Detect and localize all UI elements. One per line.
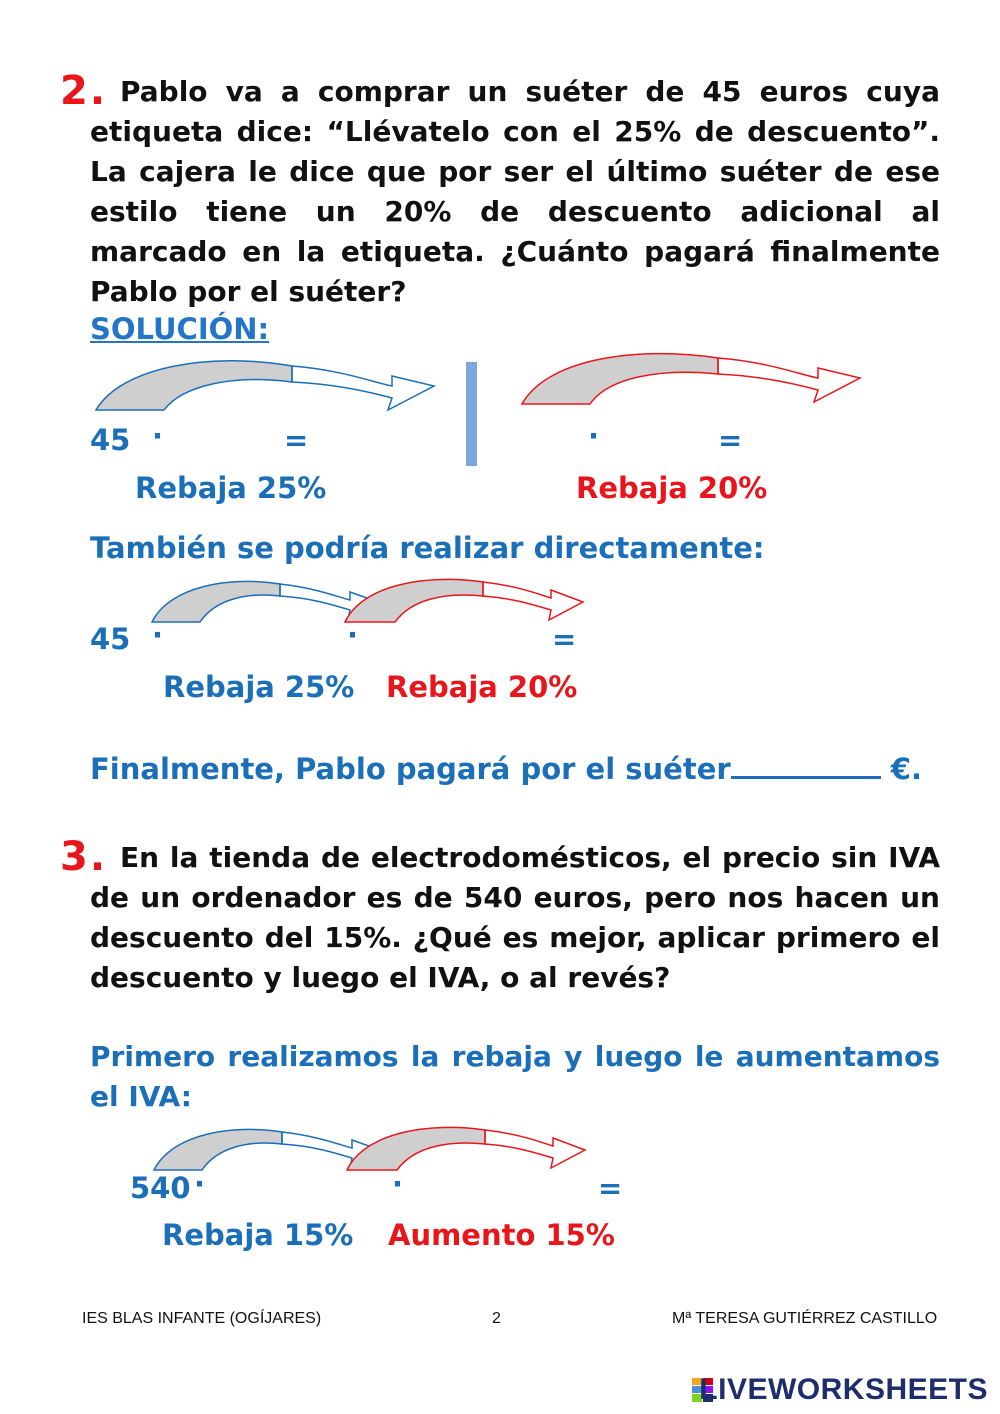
problem-3-text: En la tienda de electrodomésticos, el precio sin IVA de un ordenador es de 540 euros, pero nos hacen un descuento del 15%. ¿Qué es mejor, aplicar primero el descuento y luego el IVA, o al revés?	[90, 841, 940, 994]
step2-label: Rebaja 20%	[576, 471, 768, 505]
calc-equals: =	[598, 1171, 623, 1205]
problem-3-number: 3.	[60, 834, 108, 880]
direct-dot-1: ·	[152, 618, 164, 652]
final-text: Finalmente, Pablo pagará por el suéter	[90, 752, 731, 786]
direct-label-2: Rebaja 20%	[386, 670, 578, 704]
direct-dot-2: ·	[347, 618, 359, 652]
footer-school: IES BLAS INFANTE (OGÍJARES)	[82, 1310, 322, 1327]
problem-2-number: 2.	[60, 68, 108, 114]
direct-label-1: Rebaja 25%	[163, 670, 355, 704]
solution-divider	[466, 362, 477, 466]
calc-start: 540	[130, 1171, 191, 1205]
step1-equals: =	[284, 423, 309, 457]
step1-dot: ·	[152, 419, 164, 453]
final-answer-line	[90, 748, 922, 789]
answer-blank[interactable]	[731, 748, 881, 779]
curved-arrow-icon	[92, 352, 442, 416]
direct-start: 45	[90, 622, 131, 656]
brand-wordmark: LIVEWORKSHEETS	[699, 1373, 988, 1406]
final-unit: €.	[890, 752, 922, 786]
problem-3-statement	[90, 838, 940, 998]
problem-2-text: Pablo va a comprar un suéter de 45 euros cuya etiqueta dice: “Llévatelo con el 25% de descuento”. La cajera le dice que por ser el último suéter de ese estilo tiene un 20% de descuento adicional al marcado en la etiqueta. ¿Cuánto pagará finalmente Pablo por el suéter?	[90, 75, 940, 308]
curved-arrow-icon	[345, 1124, 590, 1174]
step1-label: Rebaja 25%	[135, 471, 327, 505]
footer-author: Mª TERESA GUTIÉRREZ CASTILLO	[672, 1310, 938, 1327]
step2-dot: ·	[588, 419, 600, 453]
solution-label: SOLUCIÓN:	[90, 312, 270, 346]
step2-equals: =	[718, 423, 743, 457]
problem-3-answer-intro: Primero realizamos la rebaja y luego le aumentamos el IVA:	[90, 1040, 940, 1113]
direct-intro: También se podría realizar directamente:	[90, 531, 765, 565]
direct-equals: =	[552, 622, 577, 656]
footer-page-number: 2	[492, 1310, 501, 1327]
step1-start: 45	[90, 423, 131, 457]
calc-label-1: Rebaja 15%	[162, 1218, 354, 1252]
problem-2-statement	[90, 72, 940, 312]
calc-dot-1: ·	[194, 1167, 206, 1201]
calc-dot-2: ·	[392, 1167, 404, 1201]
curved-arrow-icon	[518, 348, 868, 412]
calc-label-2: Aumento 15%	[388, 1218, 615, 1252]
